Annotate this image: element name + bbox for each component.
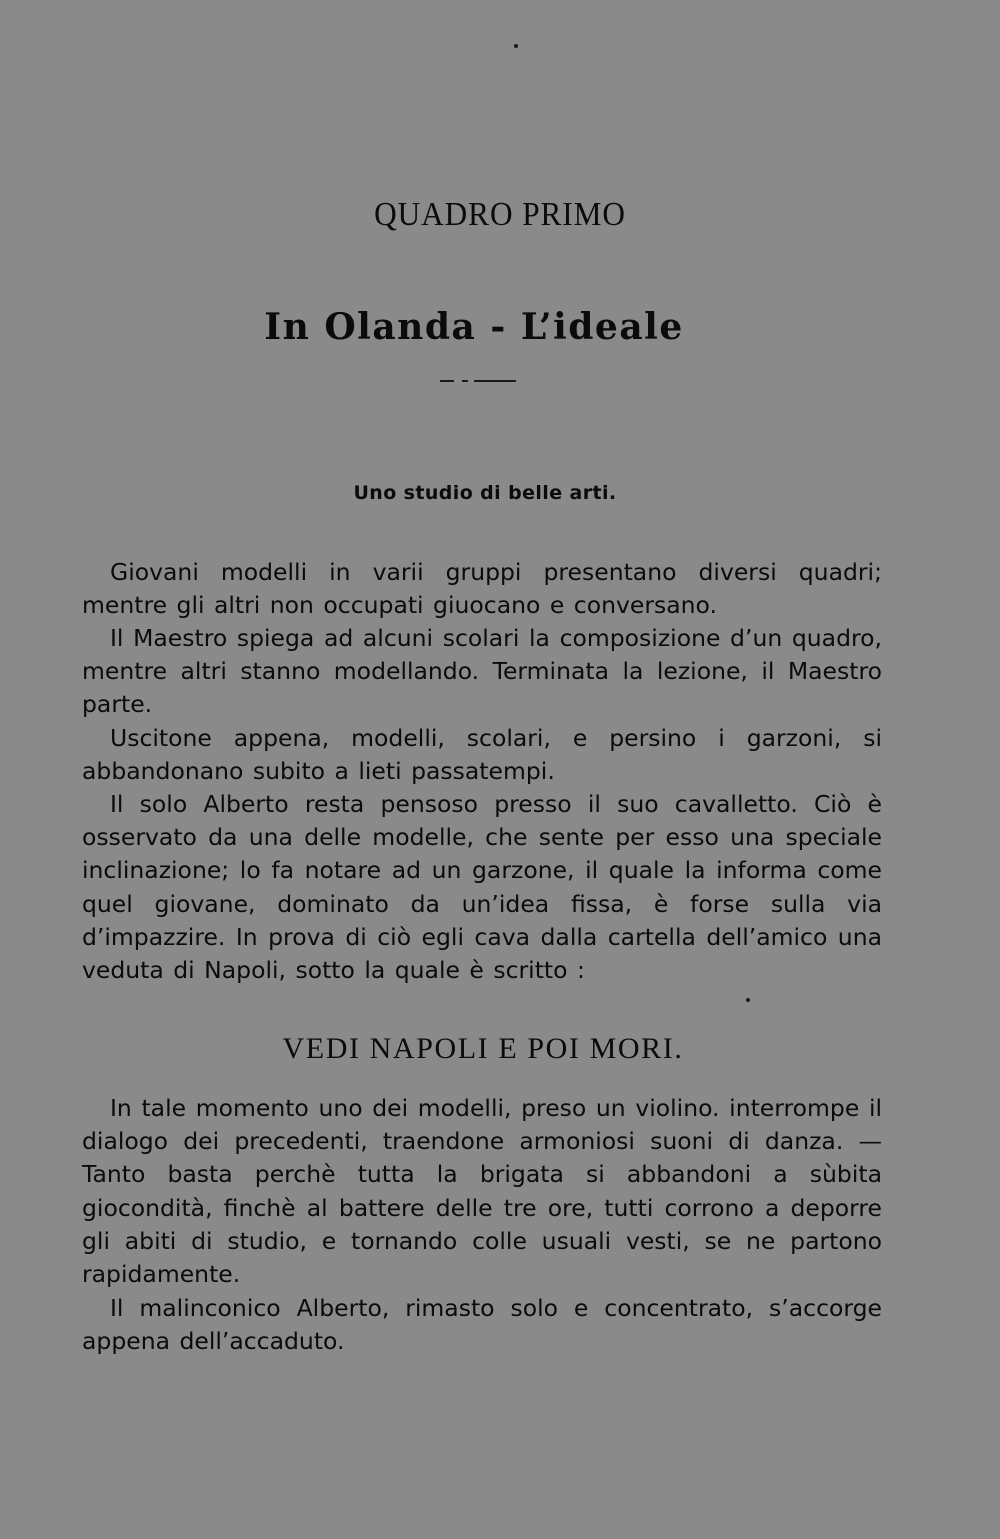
section-divider (440, 380, 516, 382)
paragraph: Il solo Alberto resta pensoso presso il suo cavalletto. Ciò è osservato da una delle modelle, che sente per esso una speciale inclinazione; lo fa notare ad un garzone, il quale la informa come quel giovane, dominato da un’idea fissa, è forse sulla via d’impazzire. In prova di ciò egli cava dalla cartella dell’amico una veduta di Napoli, sotto la quale è scritto : (82, 790, 882, 985)
paragraph: In tale momento uno dei modelli, preso un violino. interrompe il dialogo dei precedenti, traendone armoniosi suoni di danza. — Tanto basta perchè tutta la brigata si abbandoni a sùbita giocondità, finchè al battere delle tre ore, tutti corrono a deporre gli abiti di studio, e tornando colle usuali vesti, se ne partono rapidamente. (82, 1094, 882, 1289)
ink-speck (514, 44, 518, 48)
scene-setting: Uno studio di belle arti. (353, 482, 617, 504)
paragraph: Giovani modelli in varii gruppi presentano diversi quadri; mentre gli altri non occupati giuocano e conversano. (82, 558, 882, 620)
ink-speck (746, 998, 750, 1002)
paragraph: Uscitone appena, modelli, scolari, e persino i garzoni, si abbandonano subito a lieti passatempi. (82, 724, 882, 786)
paragraph: Il Maestro spiega ad alcuni scolari la composizione d’un quadro, mentre altri stanno modellando. Terminata la lezione, il Maestro parte. (82, 624, 882, 719)
motto: VEDI NAPOLI E POI MORI. (282, 1032, 684, 1065)
section-title: In Olanda - L’ideale (264, 306, 684, 348)
paragraph: Il malinconico Alberto, rimasto solo e concentrato, s’accorge appena dell’accaduto. (82, 1294, 882, 1356)
chapter-title: QUADRO PRIMO (374, 196, 626, 233)
